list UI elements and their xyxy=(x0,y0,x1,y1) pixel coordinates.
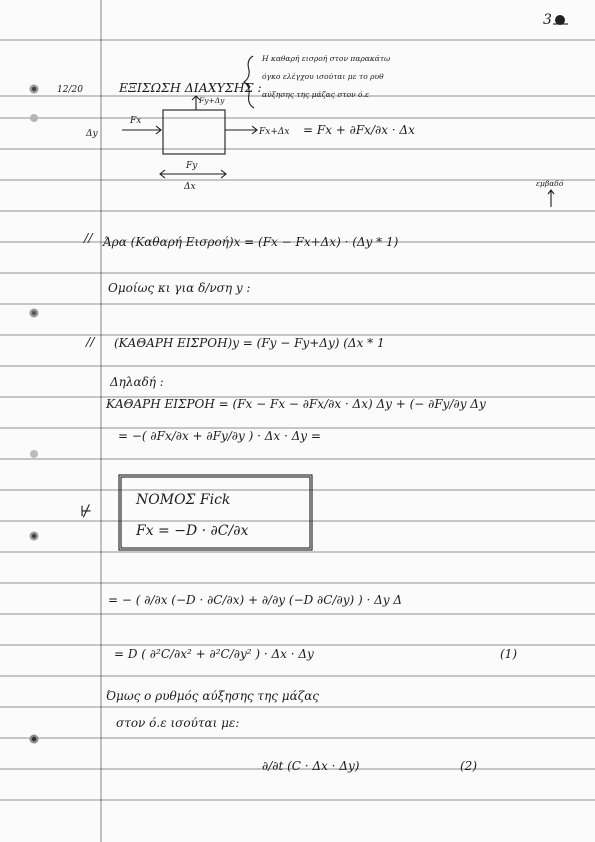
net-inflow-reduced: = −( ∂Fx/∂x + ∂Fy/∂y ) · Δx · Δy = xyxy=(118,429,321,443)
margin-tick-2: // xyxy=(86,334,95,349)
mass-rate-line1: Όμως ο ρυθμός αύξησης της μάζας xyxy=(106,689,320,703)
flux-relation: = Fx + ∂Fx/∂x · Δx xyxy=(303,123,415,137)
page-date: 12/20 xyxy=(57,85,83,95)
section-title: ΕΞΙΣΩΣΗ ΔΙΑΧΥΣΗΣ : xyxy=(119,80,262,95)
substituted-equation: = − ( ∂/∂x (−D · ∂C/∂x) + ∂/∂y (−D ∂C/∂y) ) · Δy Δ xyxy=(108,593,403,607)
margin-tick-1: // xyxy=(84,230,93,245)
equation-tag-1: (1) xyxy=(500,647,517,661)
net-inflow-x: Άρα (Καθαρή Εισροή)x = (Fx − Fx+Δx) · (Δy * 1) xyxy=(103,235,399,249)
header-note-line3: αύξησης της μάζας στον ό.ε xyxy=(262,90,369,99)
equation-tag-2: (2) xyxy=(460,759,477,773)
binder-holes xyxy=(30,85,39,744)
similarly-y-direction: Ομοίως κι για δ/νση y : xyxy=(108,281,251,295)
flux-fy-label: Fy xyxy=(186,161,198,171)
net-inflow-total: ΚΑΘΑΡΗ ΕΙΣΡΟΗ = (Fx − Fx − ∂Fx/∂x · Δx) Δy + (− ∂Fy/∂y Δy xyxy=(106,397,486,411)
control-volume-diagram xyxy=(85,96,564,207)
fick-law-equation: Fx = −D · ∂C/∂x xyxy=(136,523,249,539)
diffusion-result: = D ( ∂²C/∂x² + ∂²C/∂y² ) · Δx · Δy xyxy=(114,647,314,661)
delta-y-label: Δy xyxy=(86,129,98,139)
area-note: εμβαδό xyxy=(536,179,564,188)
diladi-label: Δηλαδή : xyxy=(110,375,164,389)
flux-fx-label: Fx xyxy=(130,116,142,126)
mass-rate-line2: στον ό.ε ισούται με: xyxy=(116,716,240,730)
header-note-line1: Η καθαρή εισροή στον παρακάτω xyxy=(262,54,391,63)
ink-blot-icon xyxy=(553,15,568,25)
control-volume-box xyxy=(163,110,225,154)
page-number: 3 xyxy=(543,12,552,28)
ruled-lines xyxy=(0,40,595,800)
net-inflow-y: (ΚΑΘΑΡΗ ΕΙΣΡΟΗ)y = (Fy − Fy+Δy) (Δx * 1 xyxy=(114,336,385,350)
delta-x-label: Δx xyxy=(184,182,196,192)
header-note-line2: όγκο ελέγχου ισούται με το ρυθ xyxy=(262,72,384,81)
fick-law-box xyxy=(119,475,312,550)
margin-check: ⊬ xyxy=(80,504,93,520)
fick-law-title: ΝΟΜΟΣ Fick xyxy=(136,492,231,508)
mass-rate-equation: ∂/∂t (C · Δx · Δy) xyxy=(262,759,360,773)
flux-fy-dy-label: Fy+Δy xyxy=(199,96,225,105)
flux-fx-dx-label: Fx+Δx xyxy=(259,127,290,137)
